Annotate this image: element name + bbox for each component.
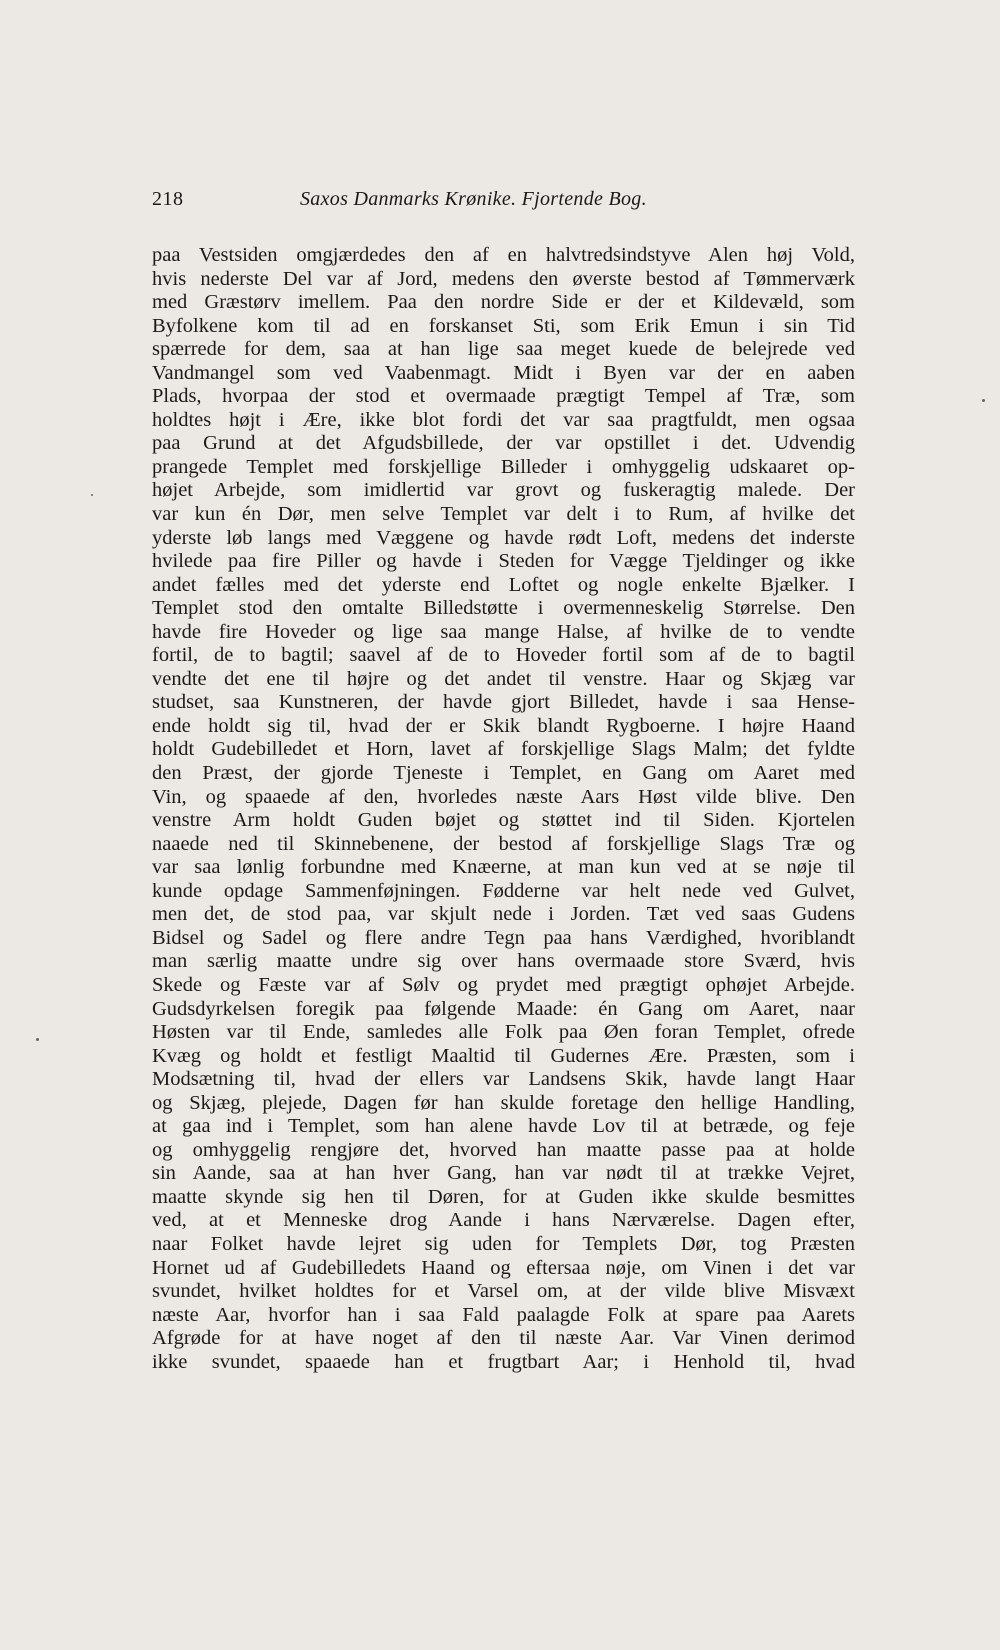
text-line: Vandmangel som ved Vaabenmagt. Midt i Byen var der en aaben (152, 361, 855, 384)
text-line: Kvæg og holdt et festligt Maaltid til Gudernes Ære. Præsten, som i (152, 1044, 855, 1067)
text-line: Templet stod den omtalte Billedstøtte i overmenneskelig Størrelse. Den (152, 597, 855, 620)
text-line: venstre Arm holdt Guden bøjet og støttet ind til Siden. Kjortelen (152, 809, 855, 832)
running-title: Saxos Danmarks Krønike. Fjortende Bog. (300, 188, 647, 210)
text-line: andet fælles med det yderste end Loftet og nogle enkelte Bjælker. I (152, 573, 855, 596)
text-line: Bidsel og Sadel og flere andre Tegn paa hans Værdighed, hvoriblandt (152, 926, 855, 949)
text-line: hvilede paa fire Piller og havde i Steden for Vægge Tjeldinger og ikke (152, 550, 855, 573)
text-line: Hornet ud af Gudebilledets Haand og eftersaa nøje, om Vinen i det var (152, 1256, 855, 1279)
text-line: naaede ned til Skinnebenene, der bestod af forskjellige Slags Træ og (152, 832, 855, 855)
text-line: holdtes højt i Ære, ikke blot fordi det var saa pragtfuldt, men ogsaa (152, 408, 855, 431)
text-line: holdt Gudebilledet et Horn, lavet af forskjellige Slags Malm; det fyldte (152, 738, 855, 761)
text-line: den Præst, der gjorde Tjeneste i Templet, en Gang om Aaret med (152, 762, 855, 785)
text-line: ende holdt sig til, hvad der er Skik blandt Rygboerne. I højre Haand (152, 714, 855, 737)
text-line: næste Aar, hvorfor han i saa Fald paalagde Folk at spare paa Aarets (152, 1303, 855, 1326)
text-line: sin Aande, saa at han hver Gang, han var nødt til at trække Vejret, (152, 1162, 855, 1185)
text-line: ved, at et Menneske drog Aande i hans Nærværelse. Dagen efter, (152, 1209, 855, 1232)
text-line: var saa lønlig forbundne med Knæerne, at man kun ved at se nøje til (152, 856, 855, 879)
text-line: paa Grund at det Afgudsbillede, der var opstillet i det. Udvendig (152, 432, 855, 455)
text-line: maatte skynde sig hen til Døren, for at Guden ikke skulde besmittes (152, 1185, 855, 1208)
text-line: svundet, hvilket holdtes for et Varsel om, at der vilde blive Misvæxt (152, 1280, 855, 1303)
text-line: højet Arbejde, som imidlertid var grovt og fuskeragtig malede. Der (152, 479, 855, 502)
text-line: Gudsdyrkelsen foregik paa følgende Maade: én Gang om Aaret, naar (152, 997, 855, 1020)
text-line: Høsten var til Ende, samledes alle Folk paa Øen foran Templet, ofrede (152, 1021, 855, 1044)
text-line: men det, de stod paa, var skjult nede i Jorden. Tæt ved saas Gudens (152, 903, 855, 926)
text-line: yderste løb langs med Væggene og havde rødt Loft, medens det inderste (152, 526, 855, 549)
text-line: var kun én Dør, men selve Templet var delt i to Rum, af hvilke det (152, 503, 855, 526)
text-line: spærrede for dem, saa at han lige saa meget kuede de belejrede ved (152, 338, 855, 361)
text-line: naar Folket havde lejret sig uden for Templets Dør, tog Præsten (152, 1232, 855, 1255)
text-line: Modsætning til, hvad der ellers var Landsens Skik, havde langt Haar (152, 1068, 855, 1091)
page-number: 218 (152, 188, 184, 210)
text-line: paa Vestsiden omgjærdedes den af en halvtredsindstyve Alen høj Vold, (152, 244, 855, 266)
text-line: at gaa ind i Templet, som han alene havde Lov til at betræde, og feje (152, 1115, 855, 1138)
print-speck (36, 1038, 39, 1041)
text-line: hvis nederste Del var af Jord, medens den øverste bestod af Tømmerværk (152, 267, 855, 290)
text-line: Afgrøde for at have noget af den til næste Aar. Var Vinen derimod (152, 1327, 855, 1350)
text-line: og Skjæg, plejede, Dagen før han skulde foretage den hellige Handling, (152, 1091, 855, 1114)
text-line: Byfolkene kom til ad en forskanset Sti, som Erik Emun i sin Tid (152, 314, 855, 337)
text-line: ikke svundet, spaaede han et frugtbart Aar; i Henhold til, hvad (152, 1350, 855, 1373)
text-line: Skede og Fæste var af Sølv og prydet med prægtigt ophøjet Arbejde. (152, 973, 855, 996)
text-line: med Græstørv imellem. Paa den nordre Side er der et Kildevæld, som (152, 291, 855, 314)
text-line: studset, saa Kunstneren, der havde gjort Billedet, havde i saa Hense- (152, 691, 855, 714)
print-speck (91, 494, 93, 496)
body-text (152, 244, 855, 1374)
text-line: og omhyggelig rengjøre det, hvorved han maatte passe paa at holde (152, 1138, 855, 1161)
text-line: vendte det ene til højre og det andet til venstre. Haar og Skjæg var (152, 667, 855, 690)
text-line: Plads, hvorpaa der stod et overmaade prægtigt Tempel af Træ, som (152, 385, 855, 408)
text-line: prangede Templet med forskjellige Billeder i omhyggelig udskaaret op- (152, 455, 855, 478)
text-line: man særlig maatte undre sig over hans overmaade store Sværd, hvis (152, 950, 855, 973)
text-line: havde fire Hoveder og lige saa mange Halse, af hvilke de to vendte (152, 620, 855, 643)
text-line: fortil, de to bagtil; saavel af de to Hoveder fortil som af de to bagtil (152, 644, 855, 667)
text-line: Vin, og spaaede af den, hvorledes næste Aars Høst vilde blive. Den (152, 785, 855, 808)
print-speck (982, 399, 985, 402)
page-header (152, 188, 852, 218)
text-line: kunde opdage Sammenføjningen. Fødderne var helt nede ved Gulvet, (152, 879, 855, 902)
